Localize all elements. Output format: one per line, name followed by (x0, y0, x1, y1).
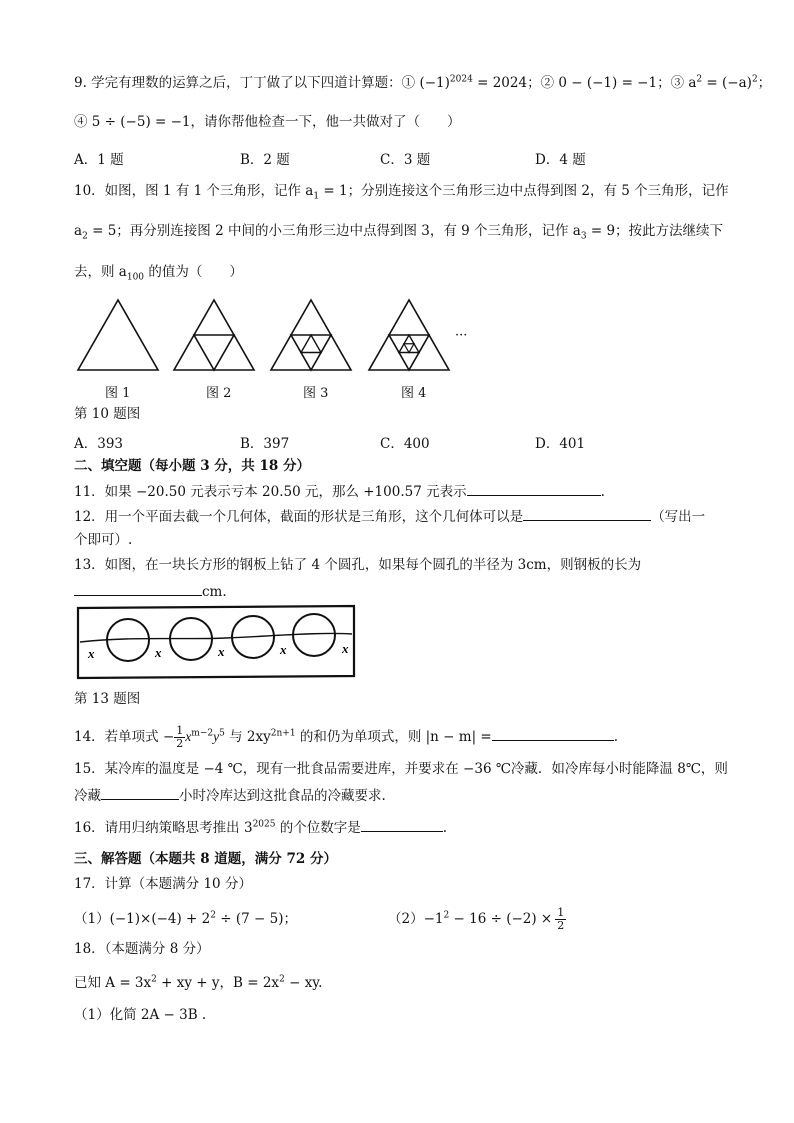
section-3-heading: 三、解答题（本题共 8 道题，满分 72 分） (74, 851, 337, 867)
q10-fig4-label: 图 4 (401, 386, 427, 401)
q15-line1: 15．某冷库的温度是 −4 ℃，现有一批食品需要进库，并要求在 −36 ℃冷藏．如冷库每小时能降温 8℃，则 (74, 761, 728, 777)
q13-line2: cm. (74, 582, 227, 601)
q13-figure (76, 604, 356, 682)
q17-part1: $(1)(-1)\times(-4) + 2^2 \div (7 - 5)$； (74, 910, 297, 927)
q13-figure-caption: 第 13 题图 (74, 691, 141, 707)
q10-option-d: D．401 (535, 436, 586, 452)
q15-answer-blank[interactable] (101, 786, 179, 800)
q13-x-label-3: x (218, 644, 225, 659)
q9-option-c: C．3 题 (380, 152, 431, 168)
q13-x-label-2: x (155, 645, 162, 660)
q10-option-a: A．393 (74, 436, 124, 452)
q11: 11．如果 −20.50 元表示亏本 20.50 元，那么 +100.57 元表示 . (74, 484, 605, 500)
q16-answer-blank[interactable] (361, 818, 443, 832)
q16: 16．请用归纳策略思考推出 $3^{2025}$ 的个位数字是 . (74, 819, 448, 836)
q10-figure-1 (76, 298, 160, 372)
q9-option-d: D．4 题 (535, 152, 586, 168)
q18-given: 已知 $A = 3x^2$ + xy + y，$B = 2x^2$ − xy. (74, 974, 323, 991)
q14: 14．若单项式 − $\frac{1}{2}$ $x^{m-2}y^5$ 与 $2xy^{2n+1}$ 的和仍为单项式，则 |n − m| = . (74, 724, 619, 750)
q18-part1: （1）化简 2A − 3B . (74, 1007, 207, 1023)
q10-figure-3 (269, 298, 353, 372)
q10-figure-2 (172, 298, 256, 372)
section-2-heading: 二、填空题（每小题 3 分，共 18 分） (74, 458, 310, 474)
q9-option-a: A．1 题 (74, 152, 124, 168)
q18-title: 18．（本题满分 8 分） (74, 941, 210, 957)
q10-line2: $a_2 = 5$；再分别连接图 2 中间的小三角形三边中点得到图 3，有 9 个三角形，记作 $a_3 = 9$；按此方法继续下 (74, 223, 724, 242)
q10-option-b: B．397 (240, 436, 290, 452)
q10-line3: 去，则 $a_{100}$ 的值为（ ） (74, 264, 243, 283)
q9-option-b: B．2 题 (240, 152, 290, 168)
q10-fig2-label: 图 2 (206, 386, 232, 401)
q13-x-label-5: x (342, 641, 349, 656)
q13-answer-blank[interactable] (74, 582, 202, 596)
q12-line1: 12．用一个平面去截一个几何体，截面的形状是三角形，这个几何体可以是 （写出一 (74, 509, 706, 525)
q15-line2: 冷藏 小时冷库达到这批食品的冷藏要求. (74, 788, 386, 804)
q10-fig1-label: 图 1 (105, 386, 131, 401)
q10-line1: 10．如图，图 1 有 1 个三角形，记作 $a_1 = 1$；分别连接这个三角形三边中点得到图 2，有 5 个三角形，记作 (74, 183, 729, 202)
q10-figure-caption: 第 10 题图 (74, 406, 141, 422)
q12-line2: 个即可）. (74, 532, 133, 548)
q14-answer-blank[interactable] (492, 727, 614, 741)
q11-answer-blank[interactable] (467, 482, 601, 496)
q10-ellipsis: ··· (455, 328, 468, 343)
q13-line1: 13．如图，在一块长方形的钢板上钻了 4 个圆孔，如果每个圆孔的半径为 3cm，则钢板的长为 (74, 557, 642, 573)
q17-title: 17．计算（本题满分 10 分） (74, 876, 252, 892)
q10-fig3-label: 图 3 (303, 386, 329, 401)
q10-figure-4 (367, 298, 451, 372)
q10-option-c: C．400 (380, 436, 430, 452)
q9-line2: ④ 5 ÷ (−5) = −1，请你帮他检查一下，他一共做对了（ ） (74, 114, 461, 130)
q9-line1: 9. 学完有理数的运算之后，丁丁做了以下四道计算题：① $(-1)^{2024} = 2024$；② 0 − (−1) = −1；③ $a^2 = (-a)^2$； (74, 74, 772, 91)
q12-answer-blank[interactable] (523, 507, 651, 521)
q13-x-label-1: x (88, 646, 95, 661)
q17-part2: $(2)-1^2 - 16 \div (-2)$ × $\frac{1}{2}$ (388, 906, 565, 932)
q13-x-label-4: x (280, 642, 287, 657)
